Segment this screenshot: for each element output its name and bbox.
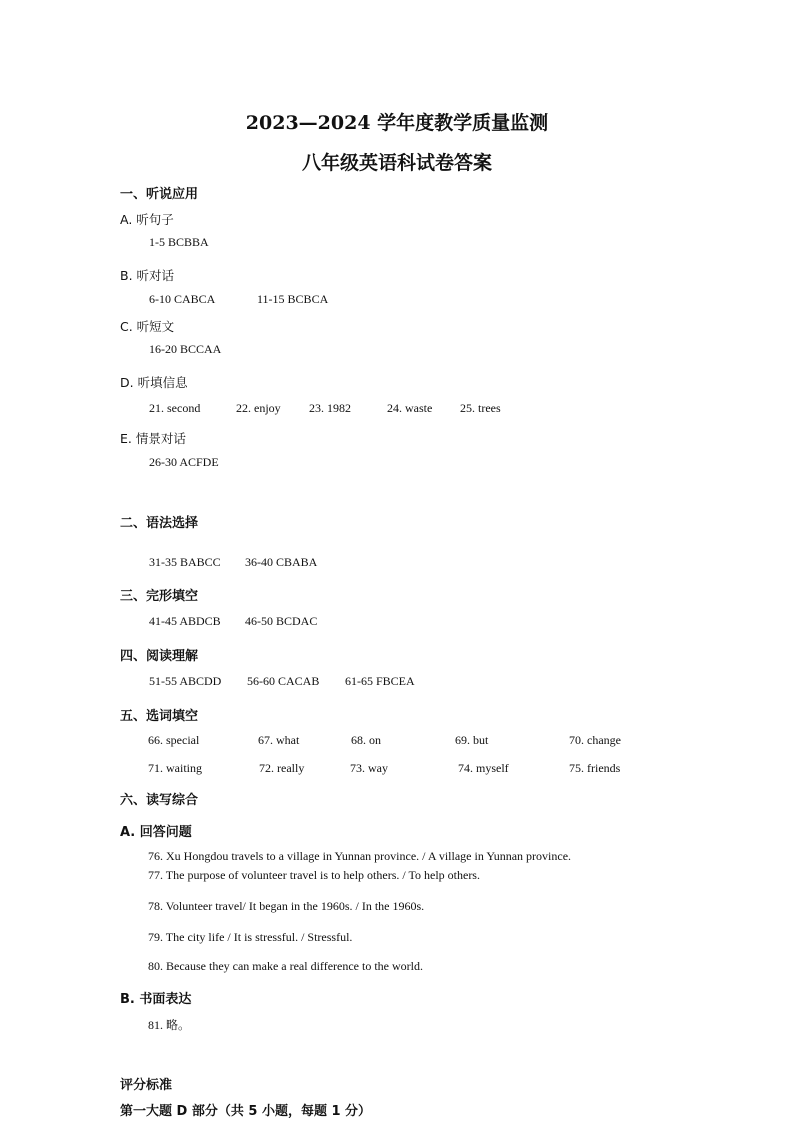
section2-heading: 二、语法选择	[120, 516, 199, 531]
section6-answer-80: 80. Because they can make a real difference to the world.	[148, 959, 423, 973]
section1-b-label: B. 听对话	[120, 268, 175, 283]
section6-b-label: B. 书面表达	[120, 992, 192, 1007]
section6-answer-77: 77. The purpose of volunteer travel is to help others. / To help others.	[148, 868, 480, 882]
section5-answer-72: 72. really	[259, 761, 305, 775]
section1-a-answer: 1-5 BCBBA	[149, 235, 209, 249]
section4-answer-3: 61-65 FBCEA	[345, 674, 415, 688]
section6-answer-81: 81. 略。	[148, 1018, 191, 1032]
section5-answer-71: 71. waiting	[148, 761, 202, 775]
section5-answer-68: 68. on	[351, 733, 381, 747]
page-subtitle: 八年级英语科试卷答案	[301, 152, 492, 174]
section1-d-answer-23: 23. 1982	[309, 401, 351, 415]
section3-answer-1: 41-45 ABDCB	[149, 614, 221, 628]
section3-heading: 三、完形填空	[120, 589, 199, 604]
section1-d-answer-24: 24. waste	[387, 401, 433, 415]
scoring-line-1: 第一大题 D 部分（共 5 小题，每题 1 分）	[120, 1104, 372, 1119]
section1-a-label: A. 听句子	[120, 212, 174, 227]
section1-d-answer-22: 22. enjoy	[236, 401, 281, 415]
section1-e-label: E. 情景对话	[120, 431, 186, 446]
section2-answer-2: 36-40 CBABA	[245, 555, 318, 569]
section5-heading: 五、选词填空	[120, 709, 199, 724]
section4-heading: 四、阅读理解	[120, 649, 199, 664]
section5-answer-67: 67. what	[258, 733, 300, 747]
page-title: 2023—2024 学年度教学质量监测	[245, 112, 549, 134]
section2-answer-1: 31-35 BABCC	[149, 555, 221, 569]
section4-answer-1: 51-55 ABCDD	[149, 674, 222, 688]
section1-c-label: C. 听短文	[120, 319, 175, 334]
section1-d-answer-21: 21. second	[149, 401, 201, 415]
section6-answer-79: 79. The city life / It is stressful. / Stressful.	[148, 930, 353, 944]
section5-answer-74: 74. myself	[458, 761, 509, 775]
section6-answer-78: 78. Volunteer travel/ It began in the 1960s. / In the 1960s.	[148, 899, 425, 913]
section5-answer-70: 70. change	[569, 733, 621, 747]
section5-answer-69: 69. but	[455, 733, 489, 747]
section1-c-answer: 16-20 BCCAA	[149, 342, 222, 356]
section5-answer-75: 75. friends	[569, 761, 621, 775]
section1-d-answer-25: 25. trees	[460, 401, 501, 415]
section5-answer-73: 73. way	[350, 761, 388, 775]
scoring-heading: 评分标准	[120, 1078, 173, 1093]
section4-answer-2: 56-60 CACAB	[247, 674, 320, 688]
section3-answer-2: 46-50 BCDAC	[245, 614, 318, 628]
section1-b-answer-2: 11-15 BCBCA	[257, 292, 329, 306]
section1-b-answer-1: 6-10 CABCA	[149, 292, 216, 306]
section1-e-answer: 26-30 ACFDE	[149, 455, 219, 469]
section6-answer-76: 76. Xu Hongdou travels to a village in Yunnan province. / A village in Yunnan province.	[148, 849, 572, 863]
section1-d-label: D. 听填信息	[120, 375, 188, 390]
section6-a-label: A. 回答问题	[120, 825, 192, 840]
section5-answer-66: 66. special	[148, 733, 200, 747]
section6-heading: 六、读写综合	[120, 793, 199, 808]
section1-heading: 一、听说应用	[120, 187, 199, 202]
